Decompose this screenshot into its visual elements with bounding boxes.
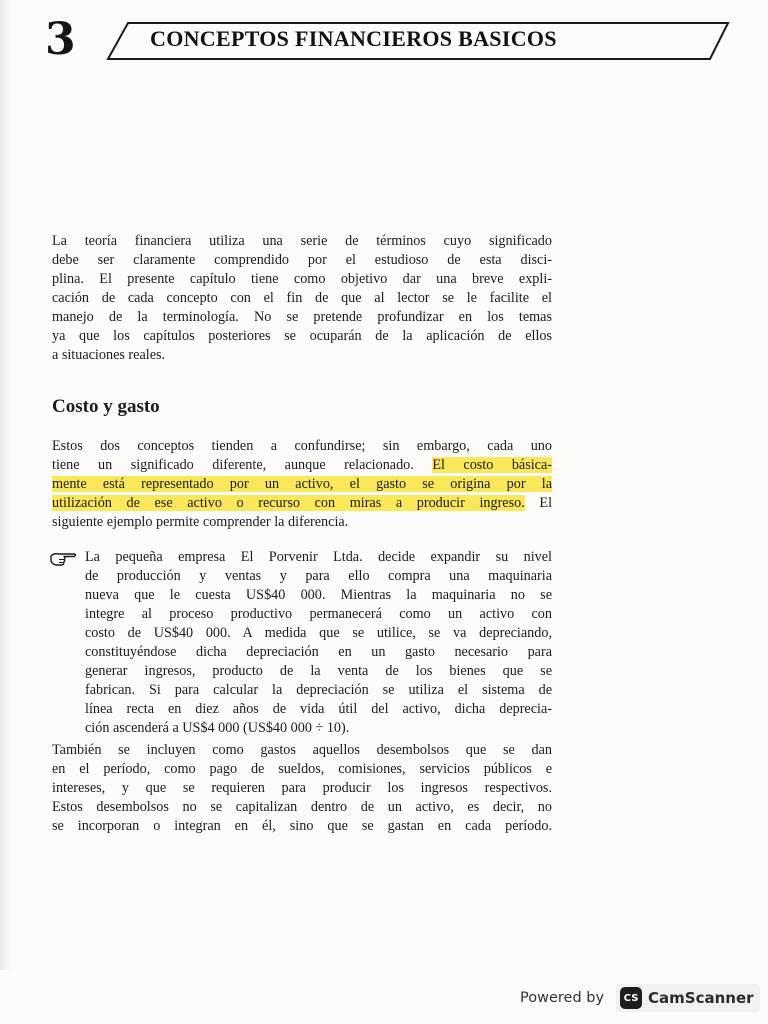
paragraph-line xyxy=(52,494,552,513)
example-line: generar ingresos, producto de la venta de los bienes que se xyxy=(85,663,552,679)
intro-line: a situaciones reales. xyxy=(52,347,166,363)
example-line: nueva que le cuesta US$40 000. Mientras la maquinaria no se xyxy=(85,587,552,603)
example-line: ción ascenderá a US$4 000 (US$40 000 ÷ 10). xyxy=(85,720,350,736)
definition-paragraph xyxy=(52,437,552,532)
camscanner-name: CamScanner xyxy=(648,989,754,1007)
chapter-title: CONCEPTOS FINANCIEROS BASICOS xyxy=(150,26,557,51)
scan-edge-shadow xyxy=(0,0,12,970)
plain-text: El xyxy=(524,495,553,511)
camscanner-logo-icon: CS xyxy=(620,987,642,1009)
paragraph-line: Estos desembolsos no se capitalizan dentro de un activo, es decir, no xyxy=(52,799,552,815)
highlighted-text: El costo básica- xyxy=(432,457,552,473)
highlighted-text: mente está representado por un activo, el gasto se origina por la xyxy=(52,476,552,492)
chapter-title-banner xyxy=(106,18,730,62)
example-text xyxy=(85,548,552,738)
example-line: constituyéndose dicha depreciación en un gasto necesario para xyxy=(85,644,552,660)
example-line: La pequeña empresa El Porvenir Ltda. decide expandir su nivel xyxy=(85,549,552,565)
paragraph-line: También se incluyen como gastos aquellos desembolsos que se dan xyxy=(52,742,552,758)
paragraph-line: Estos dos conceptos tienden a confundirse; sin embargo, cada uno xyxy=(52,438,552,454)
intro-line: plina. El presente capítulo tiene como objetivo dar una breve expli- xyxy=(52,271,552,287)
powered-by-label: Powered by xyxy=(520,990,605,1006)
example-line: línea recta en diez años de vida útil del activo, dicha deprecia- xyxy=(85,701,552,717)
intro-line: ya que los capítulos posteriores se ocuparán de la aplicación de ellos xyxy=(52,328,552,344)
intro-paragraph xyxy=(52,232,552,365)
intro-line: debe ser claramente comprendido por el estudioso de esta disci- xyxy=(52,252,552,268)
example-line: costo de US$40 000. A medida que se utilice, se va depreciando, xyxy=(85,625,552,641)
paragraph-line: siguiente ejemplo permite comprender la diferencia. xyxy=(52,514,349,530)
pointing-hand-icon xyxy=(50,550,78,566)
section-heading: Costo y gasto xyxy=(52,396,160,417)
paragraph-line: se incorporan o integran en él, sino que se gastan en cada período. xyxy=(52,818,552,834)
plain-text: tiene un significado diferente, aunque relacionado. xyxy=(52,457,433,473)
chapter-number: 3 xyxy=(45,14,76,65)
camscanner-badge xyxy=(616,984,760,1012)
intro-line: manejo de la terminología. No se pretende profundizar en los temas xyxy=(52,309,552,325)
example-line: de producción y ventas y para ello compra una maquinaria xyxy=(85,568,552,584)
paragraph-line xyxy=(52,456,552,475)
paragraph-line: en el período, como pago de sueldos, comisiones, servicios públicos e xyxy=(52,761,552,777)
paragraph-line: intereses, y que se requieren para producir los ingresos respectivos. xyxy=(52,780,552,796)
intro-line: cación de cada concepto con el fin de que al lector se le facilite el xyxy=(52,290,552,306)
example-line: integre al proceso productivo permanecerá como un activo con xyxy=(85,606,552,622)
paragraph-line xyxy=(52,475,552,494)
example-line: fabrican. Si para calcular la depreciación se utiliza el sistema de xyxy=(85,682,552,698)
highlighted-text: utilización de ese activo o recurso con miras a producir ingreso. xyxy=(52,495,525,511)
intro-line: La teoría financiera utiliza una serie de términos cuyo significado xyxy=(52,233,552,249)
expenses-paragraph xyxy=(52,741,552,836)
camscanner-watermark xyxy=(520,983,760,1013)
